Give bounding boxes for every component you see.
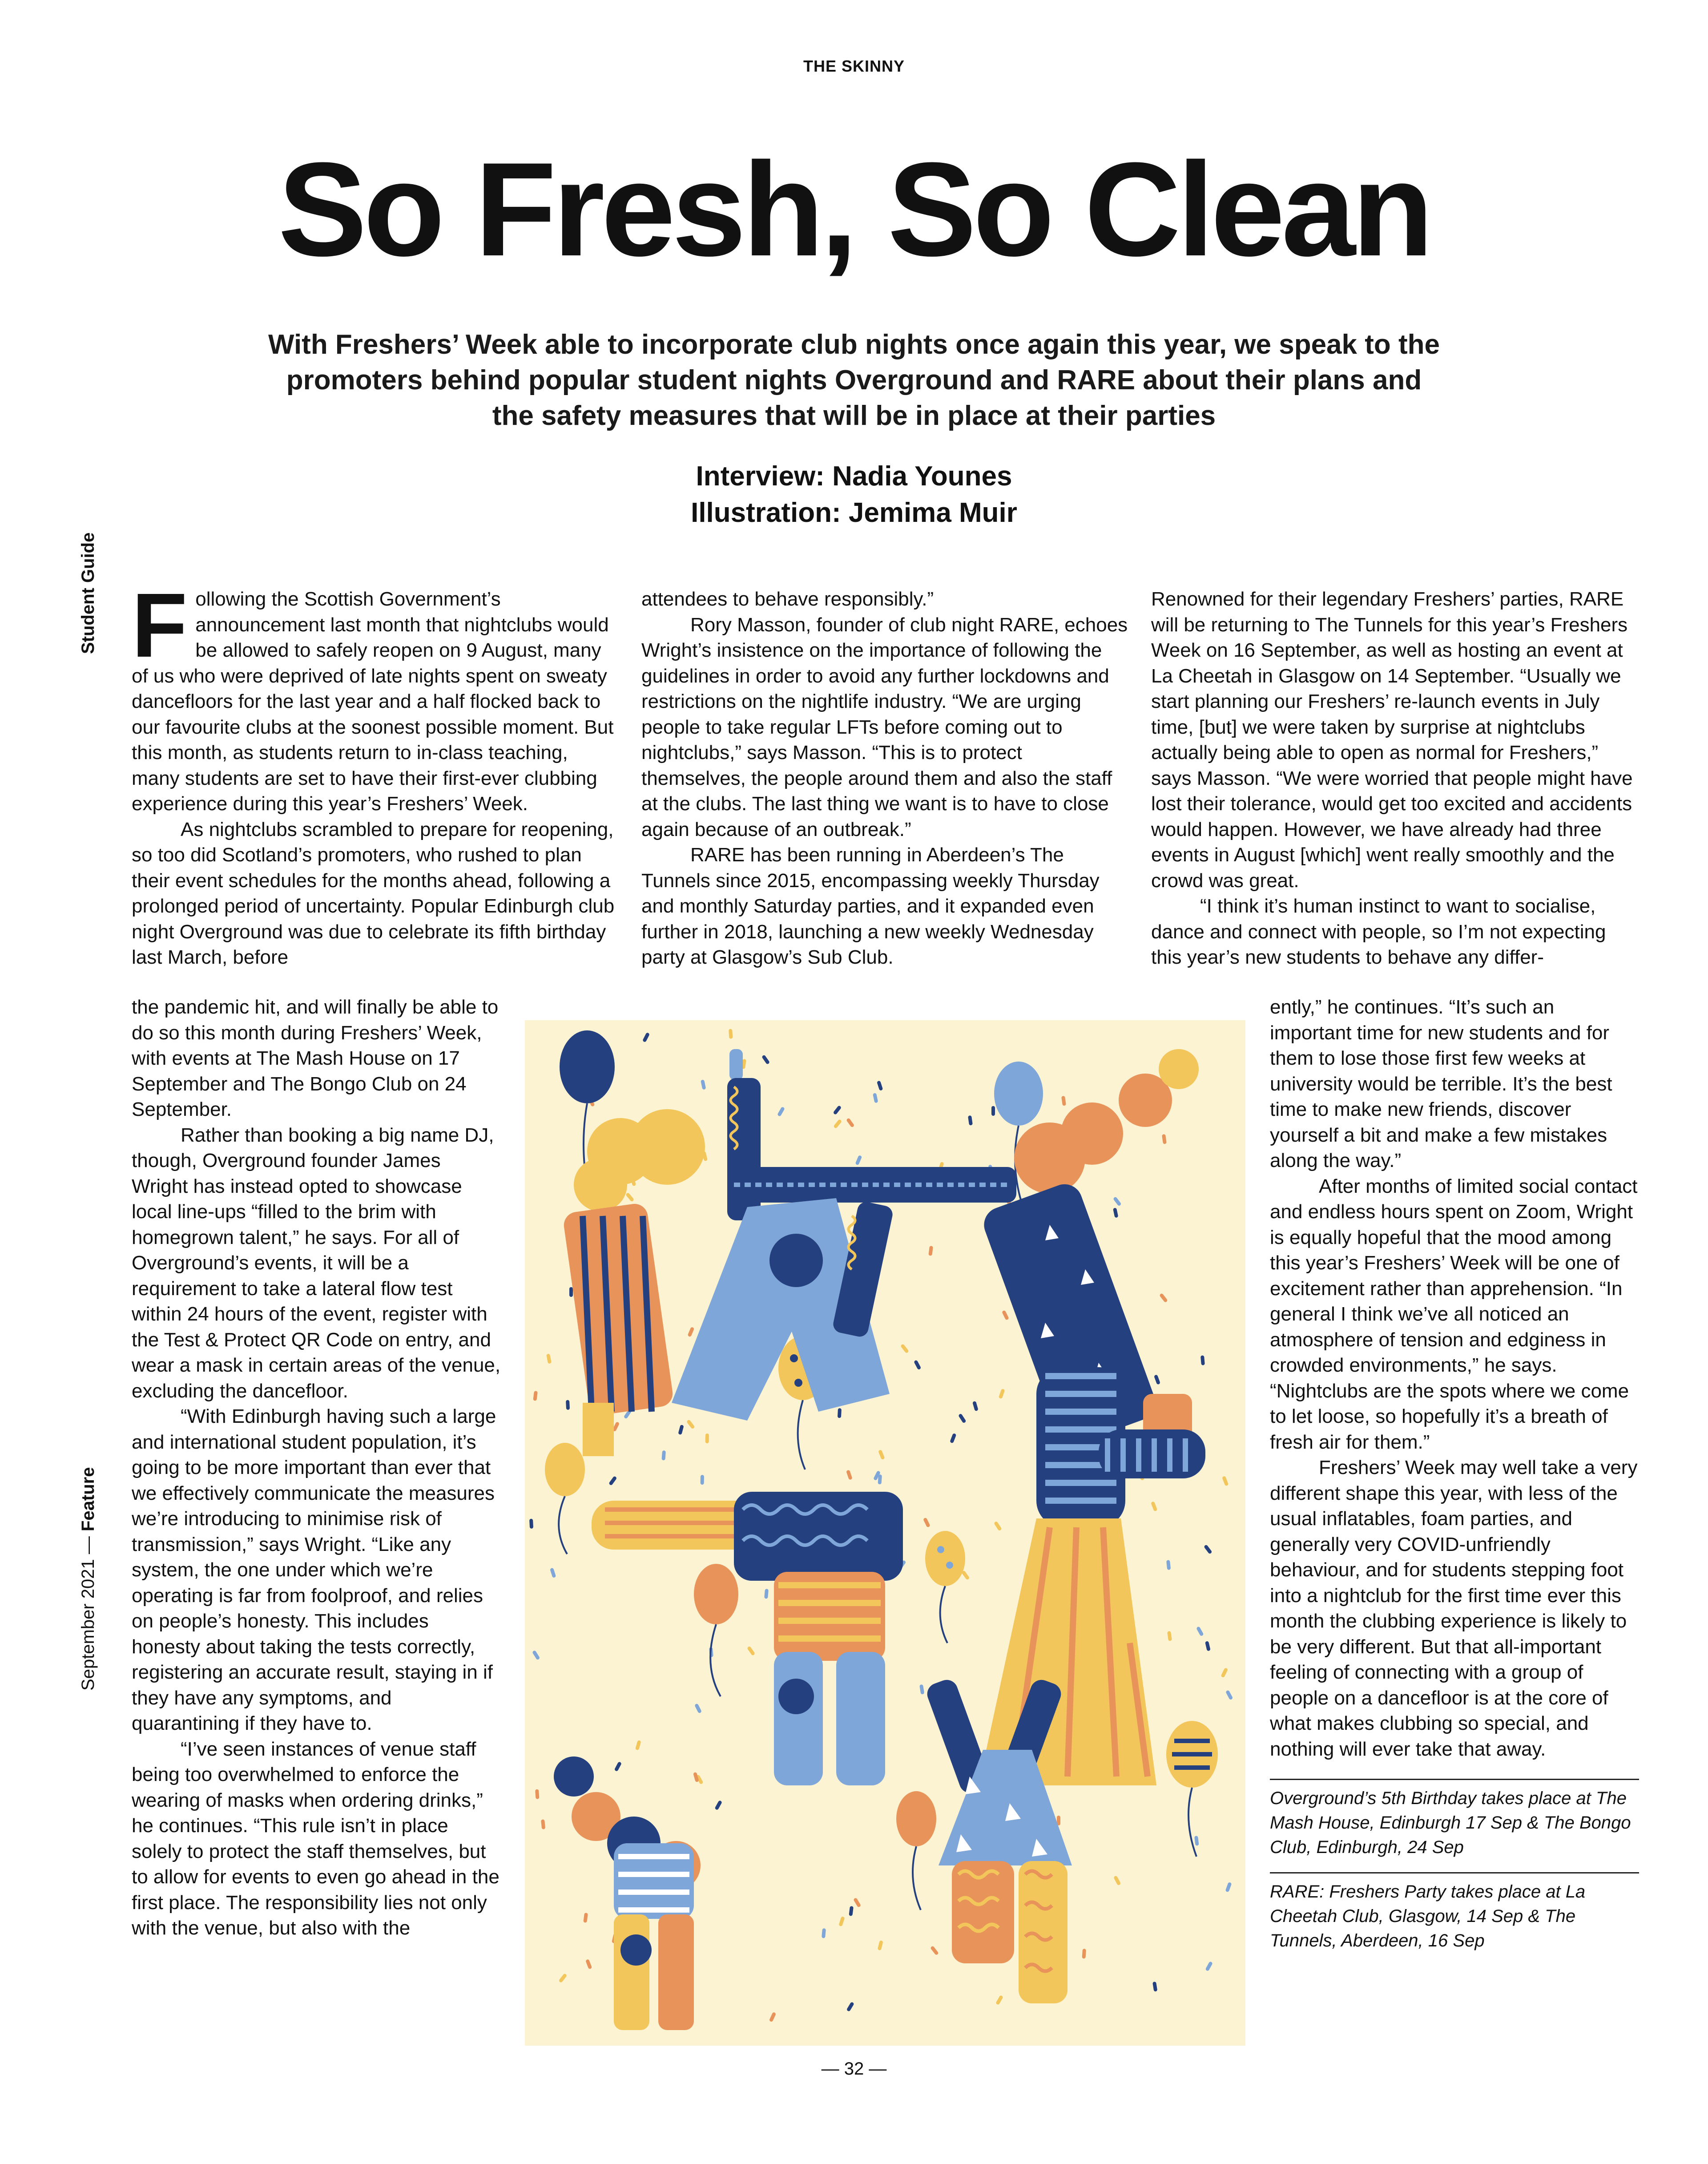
event-note-rare: RARE: Freshers Party takes place at La Cheetah Club, Glasgow, 14 Sep & The Tunnels, Aberdeen, 16 Sep bbox=[1270, 1882, 1586, 1950]
event-note-overground: Overground’s 5th Birthday takes place at The Mash House, Edinburgh 17 Sep & The Bongo Club, Edinburgh, 24 Sep bbox=[1270, 1789, 1631, 1857]
paragraph: attendees to behave responsibly.” bbox=[641, 588, 934, 610]
paragraph: “With Edinburgh having such a large and international student population, it’s going to be more important than ever that we effectively communicate the measures we’re introducing to minimise risk of transmission,” says Wright. “Like any system, the one under which we’re operating is far from foolproof, and relies on people’s honesty. This includes honesty about taking the tests correctly, registering an accurate result, staying in if they have any symptoms, and quarantining if they have to. bbox=[132, 1405, 496, 1734]
paragraph: ently,” he continues. “It’s such an important time for new students and for them to lose those first few weeks at university would be terrible. It’s the best time to make new friends, discover yourself a bit and make a few mistakes along the way.” bbox=[1270, 996, 1612, 1171]
confetti-piece bbox=[1082, 1949, 1086, 1959]
credits bbox=[0, 458, 1708, 531]
drop-cap: F bbox=[132, 574, 188, 676]
confetti-piece bbox=[661, 1450, 666, 1461]
paragraph: Rory Masson, founder of club night RARE, echoes Wright’s insistence on the importance of following the guidelines in order to avoid any further lockdowns and restrictions on the nightlife industry. “We are urging people to take regular LFTs before coming out to nightclubs,” says Masson. “This is to protect themselves, the people around them and also the staff at the clubs. The last thing we want is to have to close again because of an outbreak.” bbox=[641, 614, 1128, 840]
column-1-continued bbox=[132, 994, 501, 1941]
confetti-piece bbox=[838, 1408, 842, 1418]
confetti-piece bbox=[569, 1287, 573, 1297]
paragraph: Rather than booking a big name DJ, though, Overground founder James Wright has instead opted to showcase local line-ups “filled to the brim with homegrown talent,” he says. For all of Overground’s events, it will be a requirement to take a lateral flow test within 24 hours of the event, register with the Test & Protect QR Code on entry, and wear a mask in certain areas of the venue, excluding the dancefloor. bbox=[132, 1124, 501, 1402]
column-3 bbox=[1151, 586, 1638, 970]
illustration-credit: Illustration: Jemima Muir bbox=[691, 497, 1017, 528]
column-2 bbox=[641, 586, 1131, 970]
section-label bbox=[78, 533, 98, 654]
issue-label bbox=[78, 1467, 98, 1691]
paragraph: After months of limited social contact and endless hours spent on Zoom, Wright is equally hopeful that the mood among this year’s Freshers’ Week will be one of excitement rather than apprehension. “In general I think we’ve all noticed an atmosphere of tension and edginess in crowded environments,” he says. “Nightclubs are the spots where we come to let loose, so hopefully it’s a breath of fresh air for them.” bbox=[1270, 1175, 1638, 1453]
paragraph: Renowned for their legendary Freshers’ parties, RARE will be returning to The Tunnels for this year’s Freshers Week on 16 September, as well as hosting an event at La Cheetah in Glasgow on 14 September. “Usually we start planning our Freshers’ re-launch events in July time, [but] we were taken by surprise at nightclubs actually being able to open as normal for Freshers,” says Masson. “We were worried that people might have lost their tolerance, would get too excited and accidents would happen. However, we have already had three events in August [which] went really smoothly and the crowd was great. bbox=[1151, 588, 1633, 892]
confetti-piece bbox=[705, 1433, 709, 1443]
section-label-text: Student Guide bbox=[78, 532, 98, 654]
dancers-illustration bbox=[525, 1020, 1245, 2046]
standfirst-overground: Overground bbox=[834, 365, 993, 396]
standfirst bbox=[267, 327, 1441, 434]
confetti-piece bbox=[878, 1474, 882, 1485]
paragraph: As nightclubs scrambled to prepare for reopening, so too did Scotland’s promoters, who rushed to plan their event schedules for the months ahead, following a prolonged period of uncertainty. Popular Edinburgh club night Overground was due to celebrate its fifth birthday last March, before bbox=[132, 818, 615, 968]
paragraph: RARE has been running in Aberdeen’s The Tunnels since 2015, encompassing weekly Thursday and monthly Saturday parties, and it expanded even further in 2018, launching a new weekly Wednesday party at Glasgow’s Sub Club. bbox=[641, 844, 1100, 968]
confetti-piece bbox=[729, 1029, 733, 1039]
confetti-piece bbox=[991, 1106, 995, 1116]
confetti-piece bbox=[701, 1475, 704, 1485]
standfirst-text: and bbox=[992, 365, 1057, 396]
standfirst-text: With Freshers’ Week able to incorporate club nights once again this year, we speak to the promoters behind popular student nights bbox=[268, 329, 1440, 396]
page-number: — 32 — bbox=[821, 2059, 887, 2079]
paragraph: Following the Scottish Government’s announcement last month that nightclubs would be allowed to safely reopen on 9 August, many of us who were deprived of late nights spent on sweaty dancefloors for the last year and a half flocked back to our favourite clubs at the soonest possible moment. But this month, as students return to in-class teaching, many students are set to have their first-ever clubbing experience during this year’s Freshers’ Week. bbox=[132, 574, 614, 815]
paragraph: Freshers’ Week may well take a very different shape this year, with less of the usual inflatables, foam parties, and generally very COVID-unfriendly behaviour, and for students stepping foot into a nightclub for the first time ever this month the clubbing experience is likely to be very different. But that all-important feeling of connecting with a group of people on a dancefloor is at the core of what makes clubbing so special, and nothing will ever take that away. bbox=[1270, 1457, 1638, 1760]
paragraph: the pandemic hit, and will finally be able to do so this month during Freshers’ Week, with events at The Mash House on 17 September and The Bongo Club on 24 September. bbox=[132, 996, 499, 1120]
divider bbox=[1270, 1779, 1639, 1780]
column-3-continued bbox=[1270, 994, 1639, 1953]
confetti-piece bbox=[529, 1519, 533, 1529]
confetti-piece bbox=[535, 1789, 540, 1799]
paragraph: “I’ve seen instances of venue staff being too overwhelmed to enforce the wearing of masks when ordering drinks,” he continues. “This rule isn’t in place solely to protect the staff themselves, but to allow for events to even go ahead in the first place. The responsibility lies not only with the venue, but also with the bbox=[132, 1738, 500, 1939]
interview-credit: Interview: Nadia Younes bbox=[696, 461, 1012, 492]
confetti-piece bbox=[566, 1400, 570, 1410]
standfirst-rare: RARE bbox=[1057, 365, 1136, 396]
divider bbox=[1270, 1872, 1639, 1873]
page-title: So Fresh, So Clean bbox=[278, 134, 1430, 284]
issue-date: September 2021 — bbox=[78, 1531, 98, 1691]
issue-section: Feature bbox=[78, 1467, 98, 1531]
paragraph: “I think it’s human instinct to want to socialise, dance and connect with people, so I’m not expecting this year’s new students to behave any differ- bbox=[1151, 895, 1606, 968]
standfirst-text: about their plans and the safety measures that will be in place at their parties bbox=[492, 365, 1422, 431]
masthead: THE SKINNY bbox=[803, 57, 905, 75]
column-1 bbox=[132, 574, 619, 970]
